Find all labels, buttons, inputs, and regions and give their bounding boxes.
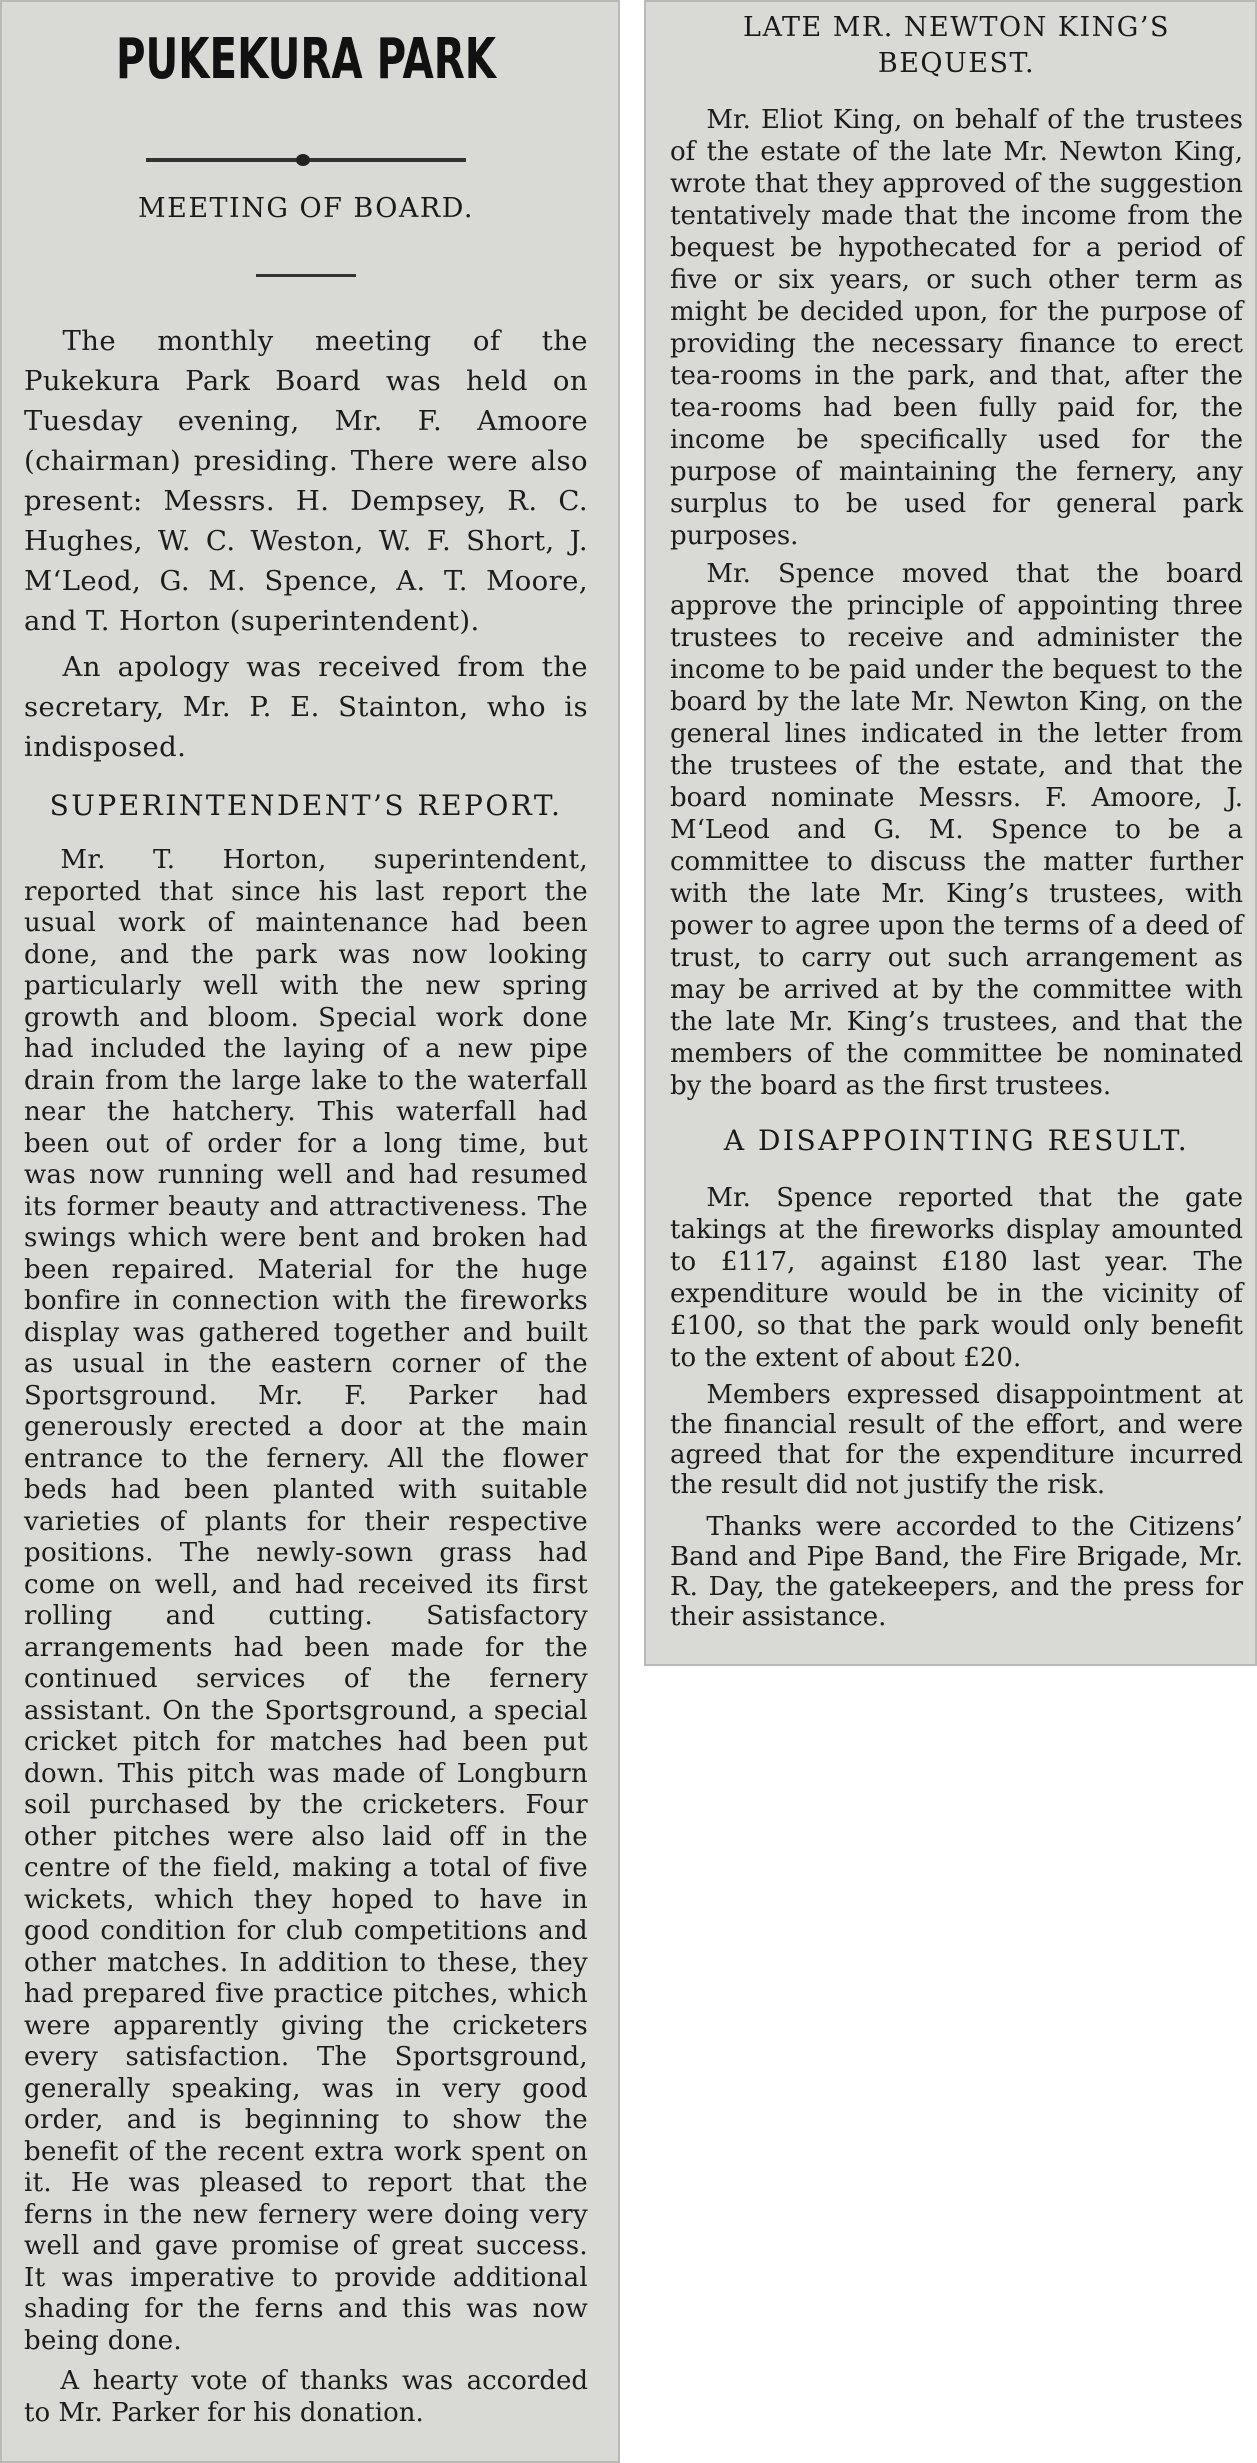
report-paragraph: Mr. T. Horton, superintendent, reported that since his last report the usual work of maintenance had been done, and the park was now looking particularly well with the new spring growth and bloom. Special work done had included the laying of a new pipe drain from the large lake to the waterfall near the hatchery. This waterfall had been out of order for a long time, but was now running well and had resumed its former beauty and attractiveness. The swings which were bent and broken had been repaired. Material for the huge bonfire in connection with the fireworks display was gathered together and built as usual in the eastern corner of the Sportsground. Mr. F. Parker had generously erected a door at the main entrance to the fernery. All the flower beds had been planted with suitable varieties of plants for their respective positions. The newly-sown grass had come on well, and had received its first rolling and cutting. Satisfactory arrangements had been made for the continued services of the fernery assistant. On the Sportsground, a special cricket pitch for matches had been put down. This pitch was made of Longburn soil purchased by the cricketers. Four other pitches were also laid off in the centre of the field, making a total of five wickets, which they hoped to have in good condition for club competitions and other matches. In addition to these, they had prepared five practice pitches, which were apparently giving the cricketers every satisfaction. The Sportsground, generally speaking, was in very good order, and is beginning to show the benefit of the recent extra work spent on it. He was pleased to report that the ferns in the new fernery were doing very well and gave promise of great success. It was imperative to provide additional shading for the ferns and this was now being done. (24, 845, 588, 2356)
superintendent-heading: SUPERINTENDENT’S REPORT. (49, 789, 563, 822)
spence-motion-paragraph: Mr. Spence moved that the board approve the principle of appointing three trustees to receive and administer the income to be paid under the bequest to the board by the late Mr. Newton King, on the general lines indicated in the letter from the trustees of the estate, and that the board nominate Messrs. F. Amoore, J. M‘Leod and G. M. Spence to be a committee to discuss the matter further with the late Mr. King’s trustees, with power to agree upon the terms of a deed of trust, to carry out such arrangement as may be arrived at by the committee with the late Mr. King’s trustees, and that the members of the committee be nominated by the board as the first trustees. (670, 559, 1243, 1101)
bequest-heading: LATE MR. NEWTON KING’S BEQUEST. (743, 12, 1170, 79)
king-letter-paragraph: Mr. Eliot King, on behalf of the trustees of the estate of the late Mr. Newton King, wrote that they approved of the suggestion tentatively made that the income from the bequest be hypothecated for a period of five or six years, or such other term as might be decided upon, for the purpose of providing the necessary finance to erect tea-rooms in the park, and that, after the tea-rooms had been fully paid for, the income be specifically used for the purpose of maintaining the fernery, any surplus to be used for general park purposes. (670, 105, 1243, 551)
meeting-paragraph: The monthly meeting of the Pukekura Park Board was held on Tuesday evening, Mr. F. Amoore (chairman) presiding. There were also present: Messrs. H. Dempsey, R. C. Hughes, W. C. Weston, W. F. Short, J. M‘Leod, G. M. Spence, A. T. Moore, and T. Horton (superintendent). (24, 325, 588, 637)
short-rule (256, 274, 356, 277)
left-column (0, 0, 620, 2463)
intro-block (24, 321, 588, 767)
members-paragraph: Members expressed disappointment at the financial result of the effort, and were agreed that for the expenditure incurred the result did not justify the risk. (670, 1380, 1243, 1500)
apology-paragraph: An apology was received from the secretary, Mr. P. E. Stainton, who is indisposed. (24, 651, 588, 763)
thanks-parker-paragraph: A hearty vote of thanks was accorded to Mr. Parker for his donation. (24, 2366, 588, 2428)
disappointing-heading: A DISAPPOINTING RESULT. (723, 1124, 1190, 1157)
ornamental-rule (146, 158, 466, 162)
subheading: MEETING OF BOARD. (137, 193, 475, 224)
gate-takings-paragraph: Mr. Spence reported that the gate takings at the fireworks display amounted to £117, against £180 last year. The expenditure would be in the vicinity of £100, so that the park would only benefit to the extent of about £20. (670, 1183, 1243, 1373)
right-column (644, 0, 1257, 1666)
headline: PUKEKURA PARK (115, 27, 496, 92)
thanks-band-paragraph: Thanks were accorded to the Citizens’ Band and Pipe Band, the Fire Brigade, Mr. R. Day, the gatekeepers, and the press for their assistance. (670, 1512, 1243, 1632)
